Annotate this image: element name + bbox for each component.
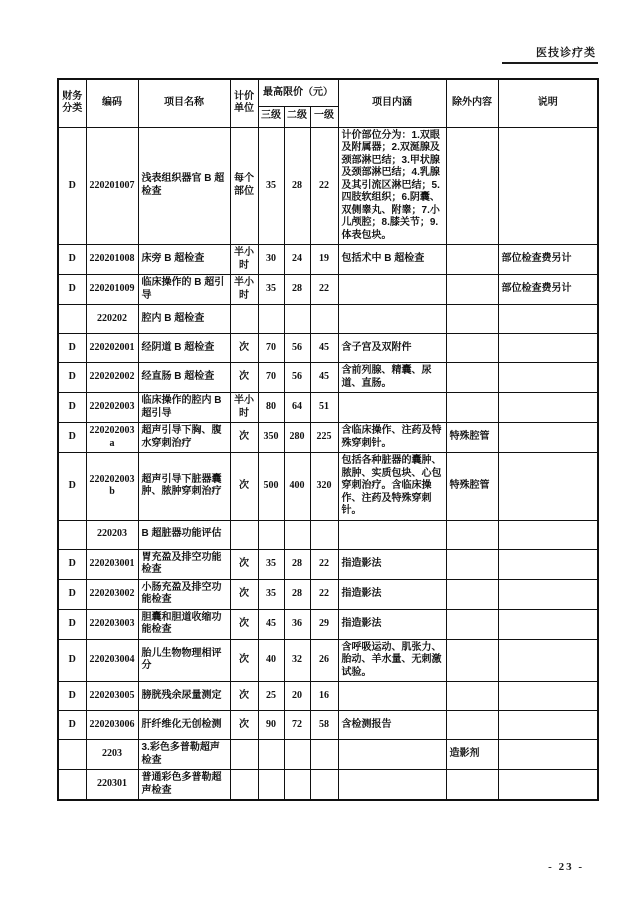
note-cell [498, 363, 598, 393]
code-cell: 220202003a [86, 423, 138, 453]
table-row [58, 334, 598, 363]
item-name-cell: 浅表组织器官 B 超检查 [138, 127, 230, 245]
code-cell: 220203001 [86, 549, 138, 579]
header-note: 说明 [498, 79, 598, 127]
item-name-cell: 3.彩色多普勒超声检查 [138, 740, 230, 770]
fin-class-cell: D [58, 127, 86, 245]
document-category-label: 医技诊疗类 [502, 44, 598, 64]
exclusion-cell [446, 549, 498, 579]
price-level2-cell: 24 [284, 245, 310, 275]
fin-class-cell: D [58, 393, 86, 423]
content-cell [338, 770, 446, 801]
price-level1-cell: 45 [310, 363, 338, 393]
item-name-cell: 胆囊和胆道收缩功能检查 [138, 609, 230, 639]
header-fin-class: 财务分类 [58, 79, 86, 127]
table-row [58, 305, 598, 334]
note-cell: 部位检查费另计 [498, 245, 598, 275]
exclusion-cell [446, 520, 498, 549]
code-cell: 220202002 [86, 363, 138, 393]
content-cell: 含呼吸运动、肌张力、胎动、羊水量、无刺激试验。 [338, 639, 446, 682]
content-cell: 含前列腺、精囊、尿道、直肠。 [338, 363, 446, 393]
content-cell [338, 520, 446, 549]
price-level1-cell: 22 [310, 549, 338, 579]
price-level3-cell: 350 [258, 423, 284, 453]
price-level1-cell: 22 [310, 127, 338, 245]
price-level2-cell: 72 [284, 711, 310, 740]
price-level1-cell: 29 [310, 609, 338, 639]
unit-cell: 次 [230, 711, 258, 740]
content-cell: 指造影法 [338, 609, 446, 639]
table-row [58, 520, 598, 549]
price-level3-cell: 35 [258, 127, 284, 245]
content-cell [338, 305, 446, 334]
price-level3-cell: 40 [258, 639, 284, 682]
table-row [58, 363, 598, 393]
price-level2-cell: 56 [284, 334, 310, 363]
unit-cell: 次 [230, 363, 258, 393]
exclusion-cell: 造影剂 [446, 740, 498, 770]
note-cell [498, 549, 598, 579]
unit-cell: 每个部位 [230, 127, 258, 245]
table-header [58, 79, 598, 127]
note-cell [498, 770, 598, 801]
item-name-cell: 腔内 B 超检查 [138, 305, 230, 334]
code-cell: 2203 [86, 740, 138, 770]
note-cell [498, 682, 598, 711]
price-level1-cell [310, 520, 338, 549]
item-name-cell: 小肠充盈及排空功能检查 [138, 579, 230, 609]
price-level3-cell: 80 [258, 393, 284, 423]
price-level1-cell: 22 [310, 275, 338, 305]
note-cell: 部位检查费另计 [498, 275, 598, 305]
note-cell [498, 393, 598, 423]
unit-cell: 半小时 [230, 245, 258, 275]
unit-cell: 次 [230, 639, 258, 682]
price-level1-cell: 22 [310, 579, 338, 609]
item-name-cell: 超声引导下胸、腹水穿刺治疗 [138, 423, 230, 453]
item-name-cell: 临床操作的 B 超引导 [138, 275, 230, 305]
content-cell: 指造影法 [338, 549, 446, 579]
note-cell [498, 305, 598, 334]
price-level1-cell: 51 [310, 393, 338, 423]
table-body [58, 127, 598, 800]
fin-class-cell [58, 305, 86, 334]
code-cell: 220301 [86, 770, 138, 801]
code-cell: 220201007 [86, 127, 138, 245]
content-cell [338, 682, 446, 711]
content-cell [338, 740, 446, 770]
table-row [58, 245, 598, 275]
price-level2-cell: 56 [284, 363, 310, 393]
note-cell [498, 609, 598, 639]
exclusion-cell [446, 711, 498, 740]
unit-cell [230, 305, 258, 334]
price-level1-cell [310, 305, 338, 334]
exclusion-cell [446, 245, 498, 275]
note-cell [498, 453, 598, 521]
note-cell [498, 423, 598, 453]
price-level3-cell: 35 [258, 579, 284, 609]
unit-cell: 次 [230, 579, 258, 609]
exclusion-cell [446, 682, 498, 711]
exclusion-cell [446, 334, 498, 363]
fin-class-cell: D [58, 245, 86, 275]
content-cell [338, 393, 446, 423]
fin-class-cell: D [58, 549, 86, 579]
price-level1-cell: 45 [310, 334, 338, 363]
content-cell: 包括各种脏器的囊肿、脓肿、实质包块、心包穿刺治疗。含临床操作、注药及特殊穿刺针。 [338, 453, 446, 521]
exclusion-cell [446, 363, 498, 393]
price-level2-cell: 36 [284, 609, 310, 639]
unit-cell: 次 [230, 609, 258, 639]
exclusion-cell [446, 127, 498, 245]
fin-class-cell [58, 520, 86, 549]
fin-class-cell: D [58, 275, 86, 305]
price-level3-cell: 90 [258, 711, 284, 740]
fin-class-cell [58, 770, 86, 801]
price-level2-cell: 28 [284, 549, 310, 579]
content-cell [338, 275, 446, 305]
price-level3-cell: 70 [258, 363, 284, 393]
unit-cell: 半小时 [230, 275, 258, 305]
price-level3-cell: 70 [258, 334, 284, 363]
fin-class-cell: D [58, 363, 86, 393]
price-level2-cell: 28 [284, 127, 310, 245]
code-cell: 220201009 [86, 275, 138, 305]
price-level1-cell [310, 740, 338, 770]
header-item-name: 项目名称 [138, 79, 230, 127]
header-row-1 [58, 79, 598, 106]
exclusion-cell [446, 609, 498, 639]
price-level1-cell [310, 770, 338, 801]
item-name-cell: B 超脏器功能评估 [138, 520, 230, 549]
page-number: - 23 - [548, 861, 584, 873]
fin-class-cell: D [58, 639, 86, 682]
price-level1-cell: 19 [310, 245, 338, 275]
price-level3-cell [258, 305, 284, 334]
code-cell: 220203002 [86, 579, 138, 609]
price-level1-cell: 16 [310, 682, 338, 711]
code-cell: 220202 [86, 305, 138, 334]
unit-cell [230, 740, 258, 770]
code-cell: 220203003 [86, 609, 138, 639]
content-cell: 含临床操作、注药及特殊穿刺针。 [338, 423, 446, 453]
exclusion-cell [446, 639, 498, 682]
header-level2: 二级 [284, 106, 310, 127]
item-name-cell: 临床操作的腔内 B 超引导 [138, 393, 230, 423]
table-row [58, 609, 598, 639]
table-row [58, 770, 598, 801]
price-level2-cell: 32 [284, 639, 310, 682]
note-cell [498, 740, 598, 770]
header-unit: 计价单位 [230, 79, 258, 127]
note-cell [498, 711, 598, 740]
price-level2-cell: 28 [284, 275, 310, 305]
price-level1-cell: 225 [310, 423, 338, 453]
price-level3-cell: 500 [258, 453, 284, 521]
price-level1-cell: 320 [310, 453, 338, 521]
note-cell [498, 127, 598, 245]
header-content: 项目内涵 [338, 79, 446, 127]
content-cell: 含子宫及双附件 [338, 334, 446, 363]
unit-cell: 次 [230, 549, 258, 579]
price-level2-cell: 64 [284, 393, 310, 423]
note-cell [498, 520, 598, 549]
table-row [58, 740, 598, 770]
item-name-cell: 膀胱残余尿量测定 [138, 682, 230, 711]
unit-cell: 次 [230, 453, 258, 521]
price-level3-cell: 45 [258, 609, 284, 639]
code-cell: 220202003b [86, 453, 138, 521]
fin-class-cell: D [58, 711, 86, 740]
header-price-group: 最高限价（元） [258, 79, 338, 106]
header-exclusion: 除外内容 [446, 79, 498, 127]
header-level1: 一级 [310, 106, 338, 127]
price-level3-cell: 25 [258, 682, 284, 711]
item-name-cell: 经阴道 B 超检查 [138, 334, 230, 363]
fin-class-cell: D [58, 579, 86, 609]
table-row [58, 393, 598, 423]
price-level2-cell [284, 770, 310, 801]
exclusion-cell: 特殊腔管 [446, 453, 498, 521]
unit-cell: 次 [230, 334, 258, 363]
item-name-cell: 经直肠 B 超检查 [138, 363, 230, 393]
note-cell [498, 639, 598, 682]
item-name-cell: 普通彩色多普勒超声检查 [138, 770, 230, 801]
code-cell: 220203004 [86, 639, 138, 682]
exclusion-cell: 特殊腔管 [446, 423, 498, 453]
note-cell [498, 579, 598, 609]
item-name-cell: 胎儿生物物理相评分 [138, 639, 230, 682]
price-level2-cell: 400 [284, 453, 310, 521]
price-level3-cell: 35 [258, 275, 284, 305]
item-name-cell: 床旁 B 超检查 [138, 245, 230, 275]
fin-class-cell [58, 740, 86, 770]
exclusion-cell [446, 770, 498, 801]
item-name-cell: 超声引导下脏器囊肿、脓肿穿刺治疗 [138, 453, 230, 521]
unit-cell [230, 520, 258, 549]
price-level2-cell: 28 [284, 579, 310, 609]
table-row [58, 711, 598, 740]
exclusion-cell [446, 579, 498, 609]
header-level3: 三级 [258, 106, 284, 127]
table-row [58, 682, 598, 711]
fin-class-cell: D [58, 423, 86, 453]
price-level1-cell: 58 [310, 711, 338, 740]
code-cell: 220203 [86, 520, 138, 549]
price-level2-cell [284, 520, 310, 549]
price-level1-cell: 26 [310, 639, 338, 682]
code-cell: 220203005 [86, 682, 138, 711]
unit-cell [230, 770, 258, 801]
table-row [58, 579, 598, 609]
price-level2-cell [284, 740, 310, 770]
content-cell: 指造影法 [338, 579, 446, 609]
exclusion-cell [446, 393, 498, 423]
fin-class-cell: D [58, 334, 86, 363]
code-cell: 220202003 [86, 393, 138, 423]
price-level3-cell: 30 [258, 245, 284, 275]
content-cell: 包括术中 B 超检查 [338, 245, 446, 275]
unit-cell: 次 [230, 423, 258, 453]
price-level2-cell: 280 [284, 423, 310, 453]
note-cell [498, 334, 598, 363]
unit-cell: 次 [230, 682, 258, 711]
price-level3-cell [258, 770, 284, 801]
price-table [57, 78, 599, 801]
code-cell: 220202001 [86, 334, 138, 363]
table-row [58, 127, 598, 245]
price-level3-cell: 35 [258, 549, 284, 579]
table-row [58, 275, 598, 305]
code-cell: 220203006 [86, 711, 138, 740]
table-row [58, 453, 598, 521]
price-level2-cell: 20 [284, 682, 310, 711]
table-row [58, 549, 598, 579]
item-name-cell: 胃充盈及排空功能检查 [138, 549, 230, 579]
table-row [58, 423, 598, 453]
table-row [58, 639, 598, 682]
content-cell: 含检测报告 [338, 711, 446, 740]
price-level3-cell [258, 520, 284, 549]
price-level2-cell [284, 305, 310, 334]
price-level3-cell [258, 740, 284, 770]
content-cell: 计价部位分为：1.双眼及附属器；2.双涎腺及颈部淋巴结；3.甲状腺及颈部淋巴结；4.乳腺及其引流区淋巴结；5.四肢软组织；6.阴囊、双侧睾丸、附睾；7.小儿颅腔；8.膝关节；9.体表包块。 [338, 127, 446, 245]
exclusion-cell [446, 305, 498, 334]
unit-cell: 半小时 [230, 393, 258, 423]
fin-class-cell: D [58, 453, 86, 521]
fin-class-cell: D [58, 682, 86, 711]
exclusion-cell [446, 275, 498, 305]
header-code: 编码 [86, 79, 138, 127]
code-cell: 220201008 [86, 245, 138, 275]
item-name-cell: 肝纤维化无创检测 [138, 711, 230, 740]
fin-class-cell: D [58, 609, 86, 639]
